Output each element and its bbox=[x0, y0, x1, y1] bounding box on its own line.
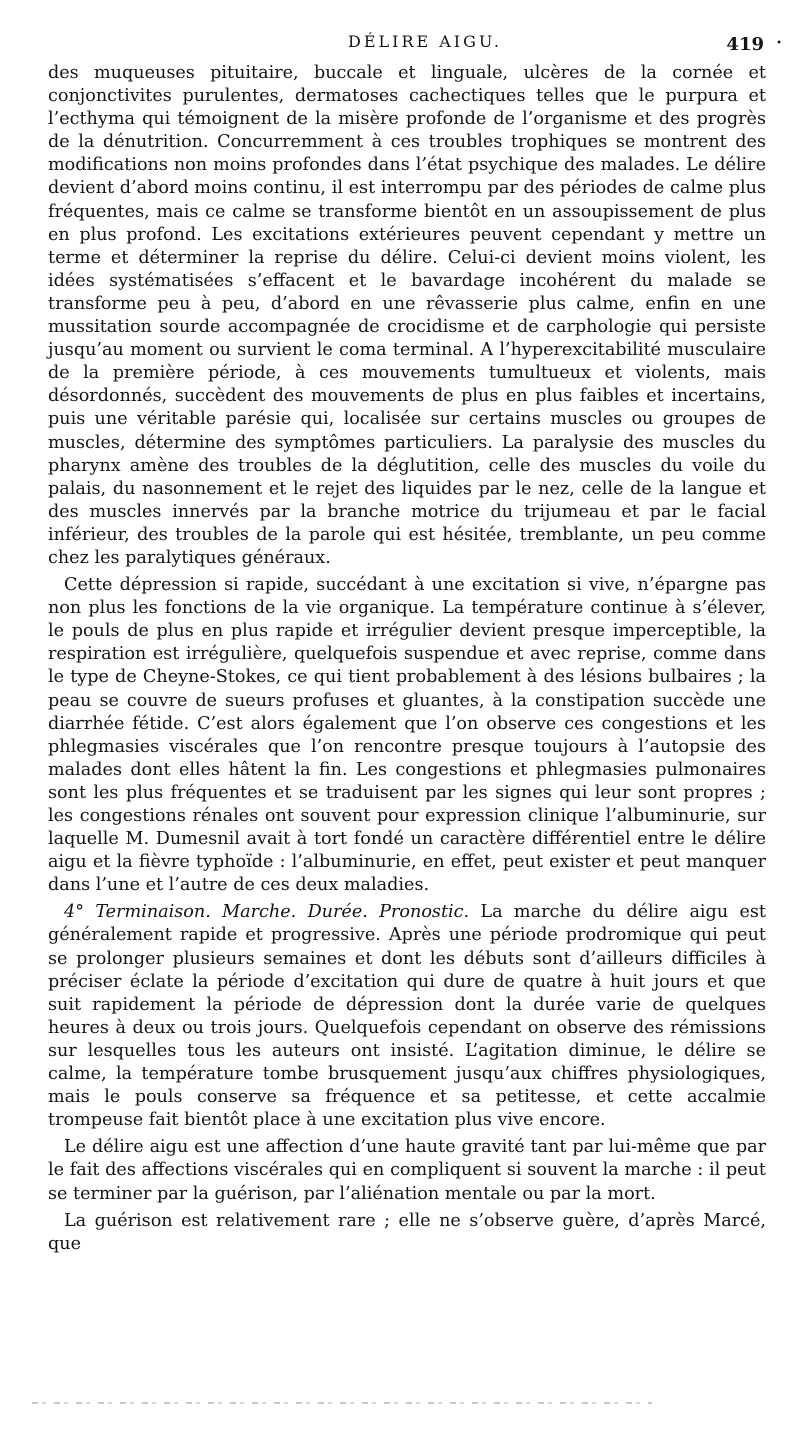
paragraph-organic-functions: Cette dépression si rapide, succédant à une excitation si vive, n’épargne pas non plus les fonctions de la vie organique. La température continue à s’élever, le pouls de plus en plus rapide et irrégulier devient presque imperceptible, la respiration est irrégulière, quelquefois suspendue et avec reprise, comme dans le type de Cheyne-Stokes, ce qui tient probablement à des lésions bulbaires ; la peau se couvre de sueurs profuses et gluantes, à la constipation succède une diarrhée fétide. C’est alors également que l’on observe ces congestions et les phlegmasies viscérales que l’on rencontre presque toujours à l’autopsie des malades dont elles hâtent la fin. Les congestions et phlegmasies pulmonaires sont les plus fréquentes et se traduisent par les signes qui leur sont propres ; les congestions rénales ont souvent pour expression clinique l’albuminurie, sur laquelle M. Dumesnil avait à tort fondé un caractère différentiel entre le délire aigu et la fièvre typhoïde : l’albuminurie, en effet, peut exister et peut manquer dans l’une et l’autre de ces deux maladies. bbox=[48, 575, 766, 896]
corner-mark: • bbox=[776, 38, 782, 49]
paragraph-recovery: La guérison est relativement rare ; elle ne s’observe guère, d’après Marcé, que bbox=[48, 1210, 766, 1254]
running-head bbox=[0, 26, 800, 56]
paragraph-gravity: Le délire aigu est une affection d’une haute gravité tant par lui-même que par le fait des affections viscérales qui en compliquent si souvent la marche : il peut se terminer par la guérison, par l’aliénation mentale ou par la mort. bbox=[48, 1137, 766, 1204]
body-text bbox=[48, 62, 766, 1260]
footer-smudge bbox=[32, 1402, 652, 1404]
running-title: DÉLIRE AIGU. bbox=[347, 32, 503, 51]
section-4-heading: 4° Terminaison. Marche. Durée. Pronostic. bbox=[64, 902, 470, 923]
section-4-text: La marche du délire aigu est généralement rapide et progressive. Après une période prodromique qui peut se prolonger plusieurs semaines et dont les débuts sont d’ailleurs difficiles à préciser éclate la période d’excitation qui dure de quatre à huit jours et que suit rapidement la période de dépression dont la durée varie de quelques heures à deux ou trois jours. Quelquefois cependant on observe des rémissions sur lesquelles tous les auteurs ont insisté. L’agitation diminue, le délire se calme, la température tombe brusquement jusqu’aux chiffres physiologiques, mais le pouls conserve sa fréquence et sa petitesse, et cette accalmie trompeuse fait bientôt place à une excitation plus vive encore. bbox=[48, 902, 766, 1131]
page-number: 419 bbox=[726, 34, 764, 55]
section-4-paragraph bbox=[48, 901, 766, 1132]
paragraph-symptoms: des muqueuses pituitaire, buccale et linguale, ulcères de la cornée et conjonctivites purulentes, dermatoses cachectiques telles que le purpura et l’ecthyma qui témoignent de la misère profonde de l’organisme et des progrès de la dénutrition. Concurremment à ces troubles trophiques se montrent des modifications non moins profondes dans l’état psychique des malades. Le délire devient d’abord moins continu, il est interrompu par des périodes de calme plus fréquentes, mais ce calme se transforme bientôt en un assoupissement de plus en plus profond. Les excitations extérieures peuvent cependant y mettre un terme et déterminer la reprise du délire. Celui-ci devient moins violent, les idées systématisées s’effacent et le bavardage incohérent du malade se transforme peu à peu, d’abord en une rêvasserie plus calme, enfin en une mussitation sourde accompagnée de crocidisme et de carphologie qui persiste jusqu’au moment ou survient le coma terminal. A l’hyperexcitabilité musculaire de la première période, à ces mouvements tumultueux et violents, mais désordonnés, succèdent des mouvements de plus en plus faibles et incertains, puis une véritable parésie qui, localisée sur certains muscles ou groupes de muscles, détermine des symptômes particuliers. La paralysie des muscles du pharynx amène des troubles de la déglutition, celle des muscles du voile du palais, du nasonnement et le rejet des liquides par le nez, celle de la langue et des muscles innervés par la branche motrice du trijumeau et par le facial inférieur, des troubles de la parole qui est hésitée, tremblante, un peu comme chez les paralytiques généraux. bbox=[48, 63, 766, 568]
